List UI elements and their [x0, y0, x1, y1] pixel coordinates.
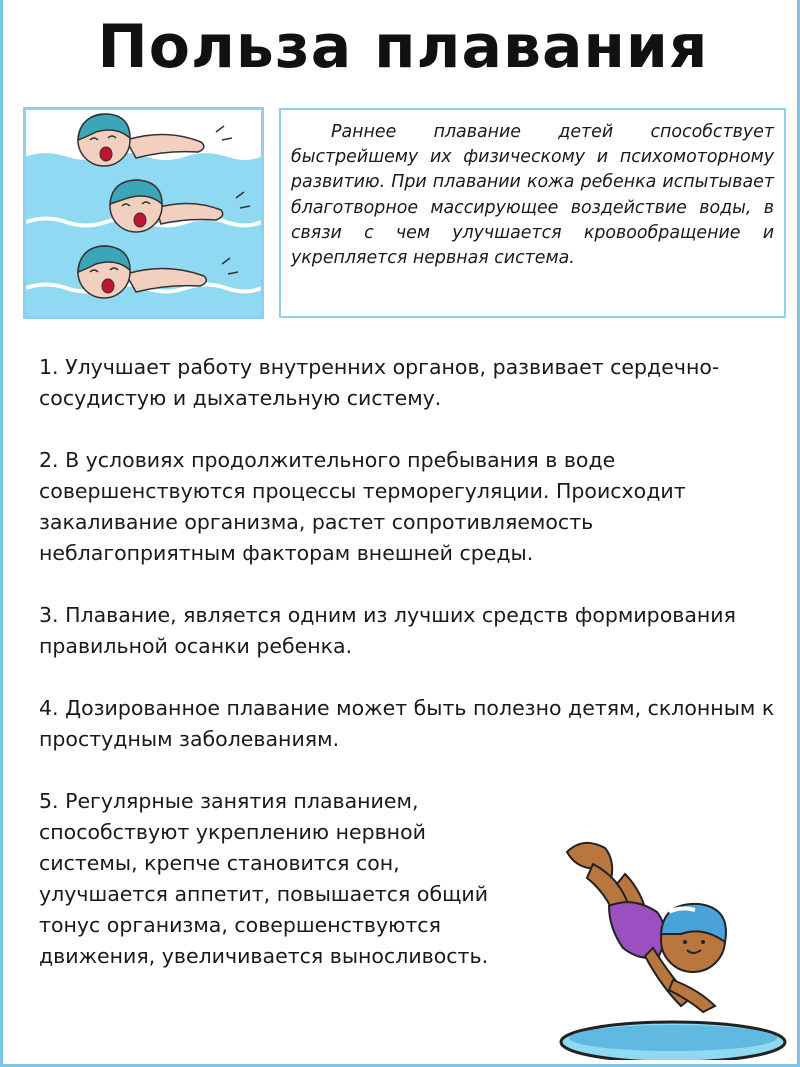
benefit-number: 5. [39, 789, 59, 813]
swimmers-illustration [23, 107, 264, 319]
benefit-text: Плавание, является одним из лучших средств формирования правильной осанки ребенка. [39, 603, 736, 658]
benefit-item-3 [39, 600, 784, 662]
benefit-text: Регулярные занятия плаванием, способствуют укреплению нервной системы, крепче становится сон, улучшается аппетит, повышается общий тонус организма, совершенствуются движения, увеличивается выносливость. [39, 789, 489, 968]
benefit-number: 2. [39, 448, 59, 472]
benefit-number: 4. [39, 696, 59, 720]
intro-text: Раннее плавание детей способствует быстрейшему их физическому и психомоторному развитию. При плавании кожа ребенка испытывает благотворное массирующее воздействие воды, в связи с чем улучшается кровообращение и укрепляется нервная система. [291, 122, 774, 269]
benefit-item-4 [39, 693, 784, 755]
benefit-item-1 [39, 352, 784, 414]
benefit-item-2 [39, 445, 784, 569]
benefit-text: Дозированное плавание может быть полезно детям, склонным к простудным заболеваниям. [39, 696, 775, 751]
page-title: Польза плавания [97, 12, 709, 82]
benefit-number: 1. [39, 355, 59, 379]
benefits-list [39, 352, 784, 786]
benefit-text: В условиях продолжительного пребывания в воде совершенствуются процессы терморегуляции. Происходит закаливание организма, растет сопротивляемость неблагоприятным факторам внешней среды. [39, 448, 686, 565]
benefit-number: 3. [39, 603, 59, 627]
diver-illustration [553, 830, 793, 1060]
benefit-item-5 [39, 786, 499, 972]
benefit-text: Улучшает работу внутренних органов, развивает сердечно-сосудистую и дыхательную систему. [39, 355, 720, 410]
intro-text-box [279, 108, 786, 318]
